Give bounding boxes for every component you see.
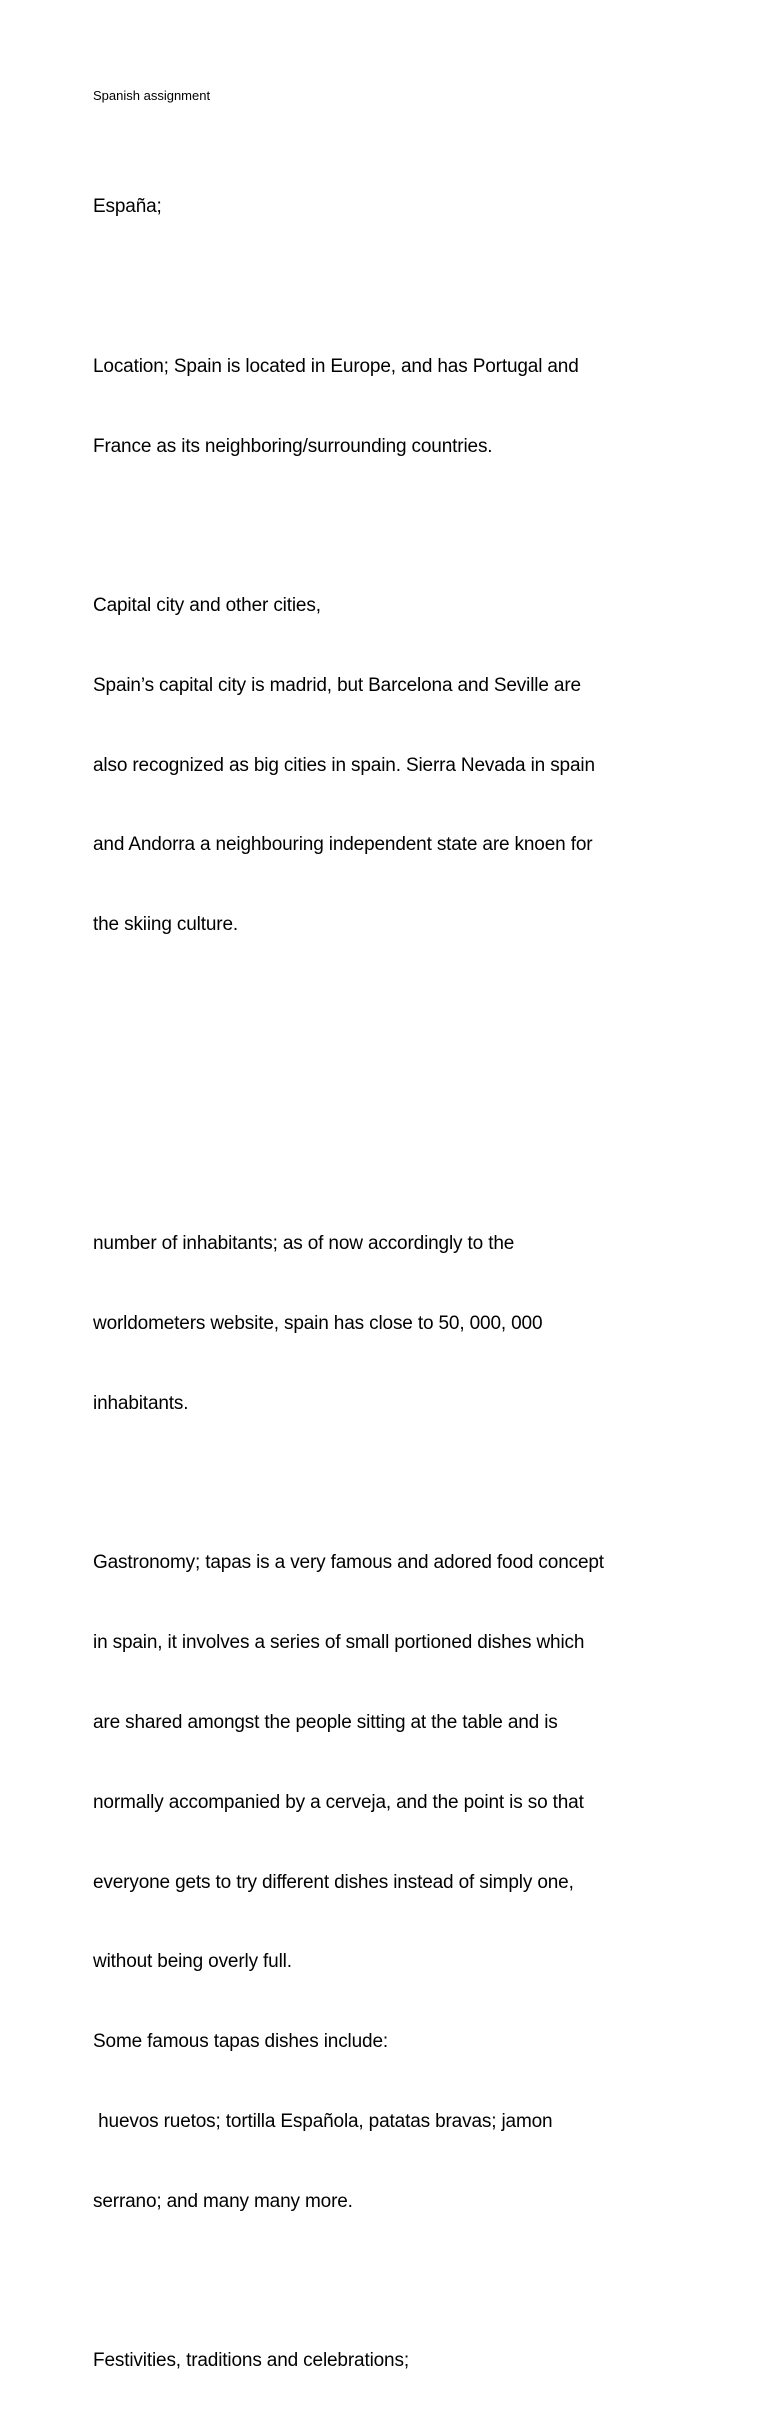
document-line: in spain, it involves a series of small portioned dishes which [93, 1632, 585, 1654]
document-line: number of inhabitants; as of now accordingly to the [93, 1233, 515, 1255]
document-line: Gastronomy; tapas is a very famous and adored food concept [93, 1552, 604, 1574]
document-line: serrano; and many many more. [93, 2190, 353, 2212]
document-line: the skiing culture. [93, 914, 239, 936]
document-line [93, 1152, 683, 1179]
document-line: are shared amongst the people sitting at the table and is [93, 1712, 558, 1734]
document-header: Spanish assignment [93, 88, 211, 103]
document-line: everyone gets to try different dishes instead of simply one, [93, 1871, 574, 1893]
document-line: and Andorra a neighbouring independent state are knoen for [93, 834, 593, 856]
document-line: Location; Spain is located in Europe, and has Portugal and [93, 355, 579, 377]
document-line: España; [93, 196, 162, 218]
document-line: inhabitants. [93, 1392, 189, 1414]
document-body [93, 141, 683, 2428]
document-line [93, 1471, 683, 1498]
document-line [93, 274, 683, 301]
document-line: also recognized as big cities in spain. Sierra Nevada in spain [93, 754, 595, 776]
document-line: Festivities, traditions and celebrations; [93, 2350, 409, 2372]
document-line: Some famous tapas dishes include: [93, 2031, 388, 2053]
document-line: France as its neighboring/surrounding countries. [93, 435, 493, 457]
document-line: normally accompanied by a cerveja, and the point is so that [93, 1791, 584, 1813]
document-line [93, 992, 683, 1019]
document-line: Capital city and other cities, [93, 595, 321, 617]
document-line [93, 2269, 683, 2296]
document-line [93, 1072, 683, 1099]
document-line: worldometers website, spain has close to 50, 000, 000 [93, 1313, 543, 1335]
document-line: huevos ruetos; tortilla Española, patatas bravas; jamon [93, 2110, 553, 2132]
document-line [93, 513, 683, 540]
document-line: without being overly full. [93, 1951, 292, 1973]
document-line: Spain’s capital city is madrid, but Barcelona and Seville are [93, 674, 581, 696]
